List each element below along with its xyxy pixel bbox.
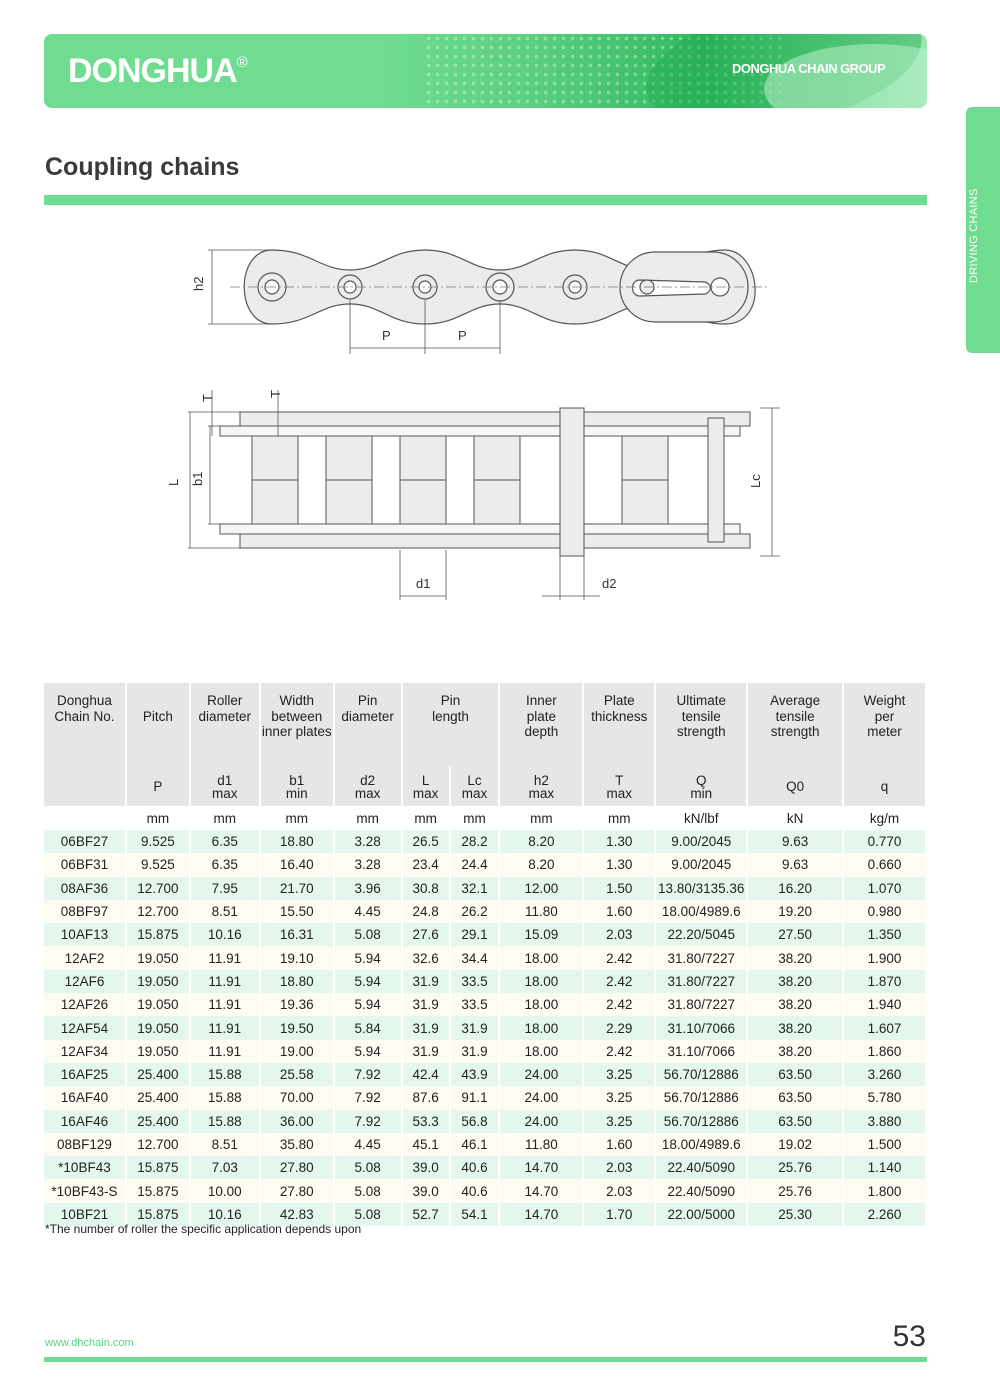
cell-chain-no: 06BF31 [44, 853, 126, 876]
cell-plate-thickness: 2.03 [583, 923, 655, 946]
cell-average-strength: 9.63 [747, 853, 843, 876]
cell-chain-no: 16AF46 [44, 1110, 126, 1133]
cell-plate-depth: 8.20 [499, 853, 583, 876]
cell-weight: 1.800 [843, 1179, 926, 1202]
cell-roller-diameter: 11.91 [190, 1040, 260, 1063]
cell-pin-length-l: 45.1 [402, 1133, 450, 1156]
cell-width: 70.00 [260, 1086, 334, 1109]
cell-pitch: 25.400 [126, 1063, 190, 1086]
cell-pin-length-lc: 31.9 [450, 1016, 500, 1039]
cell-weight: 1.500 [843, 1133, 926, 1156]
cell-weight: 1.607 [843, 1016, 926, 1039]
cell-roller-diameter: 8.51 [190, 1133, 260, 1156]
cell-plate-thickness: 1.50 [583, 877, 655, 900]
label-lc: Lc [748, 474, 763, 488]
spec-table-body [44, 830, 926, 1226]
cell-width: 21.70 [260, 877, 334, 900]
header-pin-length: Pin length [402, 683, 500, 767]
cell-pitch: 19.050 [126, 970, 190, 993]
cell-roller-diameter: 11.91 [190, 946, 260, 969]
cell-width: 19.36 [260, 993, 334, 1016]
cell-width: 27.80 [260, 1156, 334, 1179]
outer-plate-top [240, 412, 750, 426]
section-side-tab [966, 107, 1000, 353]
cell-average-strength: 27.50 [747, 923, 843, 946]
cell-roller-diameter: 10.16 [190, 923, 260, 946]
table-row [44, 923, 926, 946]
inner-plate-bottom [220, 524, 740, 534]
unit-l: mm [402, 806, 450, 830]
label-h2: h2 [191, 276, 206, 291]
cell-roller-diameter: 6.35 [190, 830, 260, 853]
label-t-2: T [268, 390, 283, 398]
cell-pin-length-lc: 40.6 [450, 1179, 500, 1202]
cell-roller-diameter: 11.91 [190, 1016, 260, 1039]
cell-plate-depth: 18.00 [499, 946, 583, 969]
cell-weight: 3.260 [843, 1063, 926, 1086]
cell-ultimate-strength: 56.70/12886 [655, 1086, 747, 1109]
symbol-h2: h2 max [499, 767, 583, 806]
cell-width: 18.80 [260, 830, 334, 853]
table-row [44, 1086, 926, 1109]
cell-chain-no: 10AF13 [44, 923, 126, 946]
cell-chain-no: 12AF26 [44, 993, 126, 1016]
cell-chain-no: 16AF40 [44, 1086, 126, 1109]
cell-plate-thickness: 2.42 [583, 970, 655, 993]
cell-weight: 3.880 [843, 1110, 926, 1133]
page-title: Coupling chains [45, 153, 240, 181]
header-ultimate-strength: Ultimate tensile strength [655, 683, 747, 767]
unit-pitch: mm [126, 806, 190, 830]
cell-pin-length-l: 39.0 [402, 1156, 450, 1179]
cell-pin-diameter: 3.28 [334, 853, 402, 876]
cell-weight: 1.070 [843, 877, 926, 900]
cell-pin-length-lc: 28.2 [450, 830, 500, 853]
inner-plate-top [220, 426, 740, 436]
footer-rule [44, 1357, 927, 1362]
cell-pin-length-lc: 40.6 [450, 1156, 500, 1179]
cell-pin-length-l: 42.4 [402, 1063, 450, 1086]
outer-plate-bottom [240, 534, 750, 548]
cell-chain-no: 12AF2 [44, 946, 126, 969]
chain-top-view [220, 408, 750, 556]
cell-chain-no: 12AF6 [44, 970, 126, 993]
cell-width: 16.31 [260, 923, 334, 946]
cell-pin-length-lc: 31.9 [450, 1040, 500, 1063]
cell-weight: 1.900 [843, 946, 926, 969]
cell-pin-diameter: 5.08 [334, 1203, 402, 1226]
registered-mark: ® [236, 54, 248, 71]
cell-plate-thickness: 3.25 [583, 1086, 655, 1109]
brand-logo [68, 52, 248, 91]
cell-pin-length-l: 30.8 [402, 877, 450, 900]
side-tab-label: DRIVING CHAINS [968, 188, 980, 283]
cell-pin-diameter: 3.96 [334, 877, 402, 900]
table-row [44, 993, 926, 1016]
symbol-d1: d1 max [190, 767, 260, 806]
table-row [44, 1110, 926, 1133]
header-pin-diameter: Pin diameter [334, 683, 402, 767]
cell-ultimate-strength: 22.00/5000 [655, 1203, 747, 1226]
cell-chain-no: 10BF21 [44, 1203, 126, 1226]
cell-plate-thickness: 1.30 [583, 830, 655, 853]
cell-pin-length-lc: 34.4 [450, 946, 500, 969]
symbol-weight: q [843, 767, 926, 806]
chain-diagram [160, 230, 800, 610]
footnote: *The number of roller the specific application depends upon [45, 1222, 362, 1236]
cell-plate-depth: 18.00 [499, 1040, 583, 1063]
cell-plate-thickness: 3.25 [583, 1110, 655, 1133]
cell-pitch: 12.700 [126, 1133, 190, 1156]
cell-plate-depth: 11.80 [499, 1133, 583, 1156]
symbol-b1: b1 min [260, 767, 334, 806]
unit-lc: mm [450, 806, 500, 830]
label-b1: b1 [190, 471, 205, 486]
label-pitch-1: P [382, 328, 391, 343]
cell-pitch: 9.525 [126, 853, 190, 876]
cell-average-strength: 63.50 [747, 1110, 843, 1133]
cell-pitch: 19.050 [126, 1040, 190, 1063]
cell-pin-length-lc: 33.5 [450, 993, 500, 1016]
cell-pitch: 12.700 [126, 877, 190, 900]
header-width: Width between inner plates [260, 683, 334, 767]
cell-weight: 2.260 [843, 1203, 926, 1226]
cell-weight: 1.140 [843, 1156, 926, 1179]
cell-average-strength: 38.20 [747, 1040, 843, 1063]
cell-pin-length-l: 31.9 [402, 970, 450, 993]
header-pitch: Pitch [126, 683, 190, 767]
label-pitch-2: P [458, 328, 467, 343]
cell-roller-diameter: 10.16 [190, 1203, 260, 1226]
cell-width: 19.50 [260, 1016, 334, 1039]
cell-pin-length-l: 87.6 [402, 1086, 450, 1109]
cell-pin-diameter: 7.92 [334, 1086, 402, 1109]
cell-pin-diameter: 4.45 [334, 900, 402, 923]
cell-pin-length-lc: 33.5 [450, 970, 500, 993]
cell-width: 25.58 [260, 1063, 334, 1086]
unit-q: kN/lbf [655, 806, 747, 830]
header-chain-no: Donghua Chain No. [44, 683, 126, 806]
table-row [44, 1179, 926, 1202]
cell-ultimate-strength: 31.80/7227 [655, 993, 747, 1016]
symbol-q: Q min [655, 767, 747, 806]
cell-pin-length-l: 39.0 [402, 1179, 450, 1202]
cell-weight: 5.780 [843, 1086, 926, 1109]
header-row-symbols [44, 767, 926, 806]
cell-width: 42.83 [260, 1203, 334, 1226]
cell-average-strength: 25.76 [747, 1179, 843, 1202]
spec-table [44, 683, 927, 1226]
page-number: 53 [892, 1320, 926, 1353]
unit-d1: mm [190, 806, 260, 830]
table-row [44, 830, 926, 853]
cell-weight: 0.660 [843, 853, 926, 876]
cell-pitch: 19.050 [126, 993, 190, 1016]
cell-ultimate-strength: 31.10/7066 [655, 1016, 747, 1039]
table-row [44, 1063, 926, 1086]
cell-pitch: 9.525 [126, 830, 190, 853]
cell-chain-no: 06BF27 [44, 830, 126, 853]
cell-average-strength: 25.30 [747, 1203, 843, 1226]
table-row [44, 970, 926, 993]
cell-plate-thickness: 2.03 [583, 1179, 655, 1202]
brand-logo-text: DONGHUA [68, 52, 237, 90]
footer-url[interactable]: www.dhchain.com [45, 1337, 134, 1349]
cell-pin-diameter: 5.08 [334, 1156, 402, 1179]
cell-pin-diameter: 3.28 [334, 830, 402, 853]
cell-pin-length-lc: 56.8 [450, 1110, 500, 1133]
cell-roller-diameter: 15.88 [190, 1063, 260, 1086]
cell-pin-length-l: 53.3 [402, 1110, 450, 1133]
cell-plate-thickness: 3.25 [583, 1063, 655, 1086]
cell-pin-length-l: 24.8 [402, 900, 450, 923]
cell-weight: 1.870 [843, 970, 926, 993]
cell-pitch: 25.400 [126, 1086, 190, 1109]
header-plate-thickness: Plate thickness [583, 683, 655, 767]
cell-ultimate-strength: 13.80/3135.36 [655, 877, 747, 900]
cell-pin-length-lc: 46.1 [450, 1133, 500, 1156]
cell-plate-depth: 18.00 [499, 993, 583, 1016]
cell-pin-length-l: 31.9 [402, 993, 450, 1016]
cell-average-strength: 38.20 [747, 993, 843, 1016]
header-roller-diameter: Roller diameter [190, 683, 260, 767]
cell-roller-diameter: 11.91 [190, 993, 260, 1016]
symbol-d2: d2 max [334, 767, 402, 806]
cell-average-strength: 38.20 [747, 970, 843, 993]
cell-ultimate-strength: 9.00/2045 [655, 853, 747, 876]
cell-ultimate-strength: 31.80/7227 [655, 946, 747, 969]
cell-pitch: 19.050 [126, 1016, 190, 1039]
cell-ultimate-strength: 56.70/12886 [655, 1063, 747, 1086]
cell-pin-diameter: 5.84 [334, 1016, 402, 1039]
cell-weight: 1.350 [843, 923, 926, 946]
cell-plate-thickness: 1.70 [583, 1203, 655, 1226]
cell-plate-depth: 15.09 [499, 923, 583, 946]
label-d2: d2 [602, 576, 617, 591]
header-weight: Weight per meter [843, 683, 926, 767]
cell-width: 16.40 [260, 853, 334, 876]
cell-ultimate-strength: 56.70/12886 [655, 1110, 747, 1133]
cell-chain-no: 16AF25 [44, 1063, 126, 1086]
table-row [44, 900, 926, 923]
cell-average-strength: 38.20 [747, 1016, 843, 1039]
table-row [44, 1040, 926, 1063]
cell-average-strength: 25.76 [747, 1156, 843, 1179]
cell-pitch: 15.875 [126, 1203, 190, 1226]
unit-b1: mm [260, 806, 334, 830]
cell-pin-length-l: 31.9 [402, 1040, 450, 1063]
cell-chain-no: 12AF34 [44, 1040, 126, 1063]
cell-average-strength: 38.20 [747, 946, 843, 969]
cell-pin-diameter: 5.08 [334, 923, 402, 946]
cell-weight: 0.980 [843, 900, 926, 923]
cell-average-strength: 19.02 [747, 1133, 843, 1156]
cell-roller-diameter: 15.88 [190, 1110, 260, 1133]
symbol-q0: Q0 [747, 767, 843, 806]
header-row-names [44, 683, 926, 767]
cell-chain-no: *10BF43 [44, 1156, 126, 1179]
cell-ultimate-strength: 9.00/2045 [655, 830, 747, 853]
cell-plate-depth: 18.00 [499, 1016, 583, 1039]
cell-pitch: 19.050 [126, 946, 190, 969]
cell-ultimate-strength: 31.10/7066 [655, 1040, 747, 1063]
cell-width: 15.50 [260, 900, 334, 923]
cell-ultimate-strength: 31.80/7227 [655, 970, 747, 993]
unit-h2: mm [499, 806, 583, 830]
cell-pitch: 15.875 [126, 1179, 190, 1202]
cell-ultimate-strength: 22.40/5090 [655, 1179, 747, 1202]
cell-pin-diameter: 7.92 [334, 1063, 402, 1086]
cell-pin-length-lc: 29.1 [450, 923, 500, 946]
cell-average-strength: 9.63 [747, 830, 843, 853]
cell-pin-length-lc: 43.9 [450, 1063, 500, 1086]
cell-roller-diameter: 7.95 [190, 877, 260, 900]
cell-pin-length-l: 23.4 [402, 853, 450, 876]
cell-plate-depth: 18.00 [499, 970, 583, 993]
cell-pin-length-lc: 91.1 [450, 1086, 500, 1109]
cell-ultimate-strength: 22.20/5045 [655, 923, 747, 946]
cell-pin-length-l: 31.9 [402, 1016, 450, 1039]
symbol-lc: Lc max [450, 767, 500, 806]
cell-chain-no: 08BF97 [44, 900, 126, 923]
cell-width: 35.80 [260, 1133, 334, 1156]
cell-roller-diameter: 6.35 [190, 853, 260, 876]
cell-plate-thickness: 1.60 [583, 1133, 655, 1156]
cell-chain-no: *10BF43-S [44, 1179, 126, 1202]
table-row [44, 946, 926, 969]
cell-width: 19.10 [260, 946, 334, 969]
table-row [44, 877, 926, 900]
cell-chain-no: 08AF36 [44, 877, 126, 900]
cell-pitch: 15.875 [126, 923, 190, 946]
table-row [44, 1133, 926, 1156]
cell-width: 36.00 [260, 1110, 334, 1133]
cell-pin-diameter: 5.94 [334, 993, 402, 1016]
cell-pin-length-lc: 24.4 [450, 853, 500, 876]
connecting-pin [560, 408, 584, 556]
table-row [44, 1016, 926, 1039]
cell-plate-depth: 24.00 [499, 1063, 583, 1086]
cell-plate-thickness: 1.60 [583, 900, 655, 923]
cell-plate-depth: 24.00 [499, 1110, 583, 1133]
cell-width: 27.80 [260, 1179, 334, 1202]
cell-weight: 1.940 [843, 993, 926, 1016]
cell-plate-depth: 24.00 [499, 1086, 583, 1109]
label-d1: d1 [416, 576, 431, 591]
cell-pin-diameter: 5.08 [334, 1179, 402, 1202]
unit-weight: kg/m [843, 806, 926, 830]
cell-average-strength: 16.20 [747, 877, 843, 900]
title-rule [44, 195, 927, 205]
cell-roller-diameter: 15.88 [190, 1086, 260, 1109]
cell-plate-thickness: 2.29 [583, 1016, 655, 1039]
cell-width: 19.00 [260, 1040, 334, 1063]
table-row [44, 853, 926, 876]
cell-plate-thickness: 2.42 [583, 946, 655, 969]
cell-plate-thickness: 2.42 [583, 1040, 655, 1063]
header-banner [44, 34, 927, 108]
cell-chain-no: 12AF54 [44, 1016, 126, 1039]
cell-roller-diameter: 10.00 [190, 1179, 260, 1202]
cell-ultimate-strength: 18.00/4989.6 [655, 1133, 747, 1156]
cell-plate-thickness: 2.03 [583, 1156, 655, 1179]
cell-ultimate-strength: 18.00/4989.6 [655, 900, 747, 923]
header-row-units [44, 806, 926, 830]
cell-plate-depth: 11.80 [499, 900, 583, 923]
end-pin [708, 418, 724, 542]
cell-plate-thickness: 2.42 [583, 993, 655, 1016]
cell-weight: 0.770 [843, 830, 926, 853]
unit-q0: kN [747, 806, 843, 830]
cell-pitch: 12.700 [126, 900, 190, 923]
table-row [44, 1156, 926, 1179]
cell-pin-diameter: 5.94 [334, 946, 402, 969]
cell-average-strength: 63.50 [747, 1086, 843, 1109]
cell-weight: 1.860 [843, 1040, 926, 1063]
label-t-1: T [200, 394, 215, 402]
cell-pin-length-lc: 54.1 [450, 1203, 500, 1226]
cell-plate-depth: 12.00 [499, 877, 583, 900]
cell-plate-depth: 14.70 [499, 1203, 583, 1226]
unit-t: mm [583, 806, 655, 830]
symbol-l: L max [402, 767, 450, 806]
cell-average-strength: 63.50 [747, 1063, 843, 1086]
symbol-p: P [126, 767, 190, 806]
cell-pitch: 25.400 [126, 1110, 190, 1133]
cell-pin-diameter: 5.94 [334, 1040, 402, 1063]
unit-chain [44, 806, 126, 830]
cell-pin-length-l: 27.6 [402, 923, 450, 946]
cell-chain-no: 08BF129 [44, 1133, 126, 1156]
label-l: L [166, 478, 181, 486]
cell-pin-diameter: 4.45 [334, 1133, 402, 1156]
cell-roller-diameter: 7.03 [190, 1156, 260, 1179]
cell-pitch: 15.875 [126, 1156, 190, 1179]
cell-pin-length-lc: 32.1 [450, 877, 500, 900]
cell-roller-diameter: 8.51 [190, 900, 260, 923]
unit-d2: mm [334, 806, 402, 830]
cell-pin-length-l: 32.6 [402, 946, 450, 969]
symbol-t: T max [583, 767, 655, 806]
cell-roller-diameter: 11.91 [190, 970, 260, 993]
cell-pin-diameter: 7.92 [334, 1110, 402, 1133]
cell-width: 18.80 [260, 970, 334, 993]
cell-pin-length-lc: 26.2 [450, 900, 500, 923]
cell-plate-depth: 14.70 [499, 1156, 583, 1179]
cell-pin-diameter: 5.94 [334, 970, 402, 993]
brand-group-name: DONGHUA CHAIN GROUP [732, 61, 886, 76]
cell-pin-length-l: 52.7 [402, 1203, 450, 1226]
cell-average-strength: 19.20 [747, 900, 843, 923]
cell-plate-thickness: 1.30 [583, 853, 655, 876]
header-inner-plate-depth: Inner plate depth [499, 683, 583, 767]
cell-plate-depth: 8.20 [499, 830, 583, 853]
header-average-strength: Average tensile strength [747, 683, 843, 767]
cell-pin-length-l: 26.5 [402, 830, 450, 853]
cell-ultimate-strength: 22.40/5090 [655, 1156, 747, 1179]
cell-plate-depth: 14.70 [499, 1179, 583, 1202]
